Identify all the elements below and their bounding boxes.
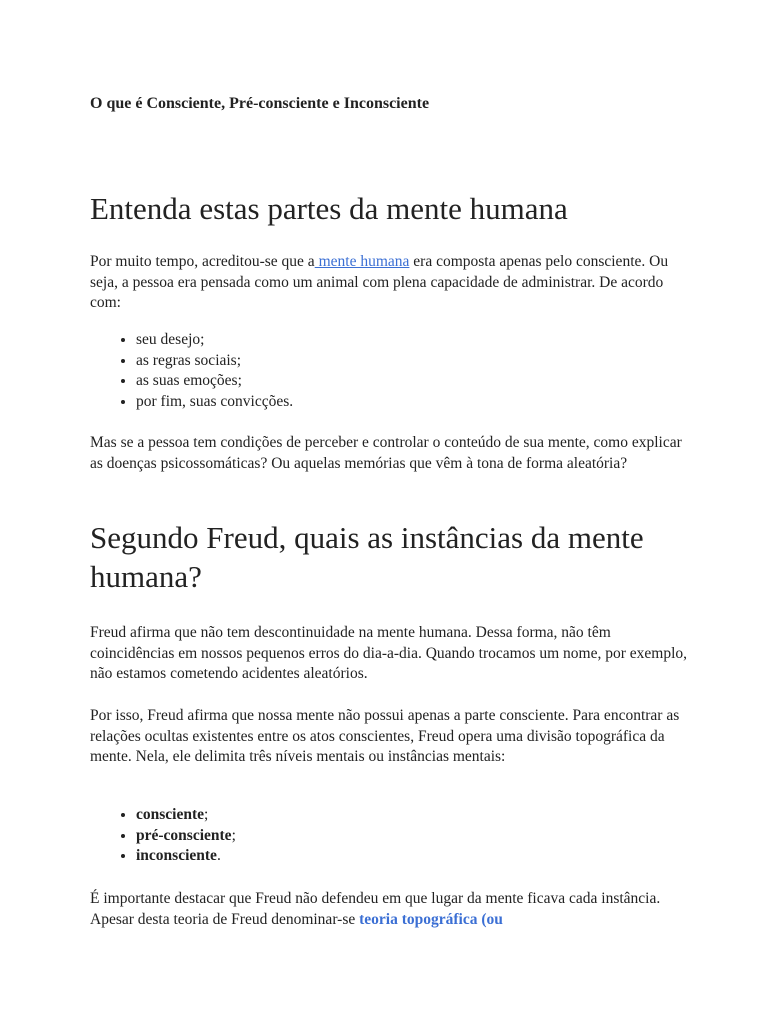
instance-punct: ; <box>231 826 236 844</box>
section-heading-parts: Entenda estas partes da mente humana <box>90 191 568 226</box>
instance-name: pré-consciente <box>136 826 232 844</box>
list-item <box>136 846 736 867</box>
list-item: • por fim, suas convicções. <box>136 392 736 413</box>
list-item: • as suas emoções; <box>136 371 736 392</box>
paragraph-intro-start: Por muito tempo, acreditou-se que a <box>90 253 315 270</box>
section-heading-freud: Segundo Freud, quais as instâncias da mente humana? <box>90 520 644 594</box>
bullet-list-criteria <box>90 330 736 412</box>
paragraph-topographic-start: É importante destacar que Freud não defendeu em que lugar da mente ficava cada instância. Apesar desta teoria de Freud denominar-se <box>90 890 661 928</box>
paragraph-intro-end: era composta apenas pelo consciente. Ou seja, a pessoa era pensada como um animal com plena capacidade de administrar. De acordo com: <box>90 253 669 311</box>
paragraph-freud-topography: Por isso, Freud afirma que nossa mente não possui apenas a parte consciente. Para encontrar as relações ocultas existentes entre os atos conscientes, Freud opera uma divisão topográfica da mente. Nela, ele delimita três níveis mentais ou instâncias mentais: <box>90 707 680 765</box>
teoria-topografica-link[interactable]: teoria topográfica (ou <box>359 910 503 928</box>
document-title: O que é Consciente, Pré-consciente e Inconsciente <box>90 95 430 112</box>
list-item <box>136 826 736 847</box>
paragraph-question: Mas se a pessoa tem condições de perceber e controlar o conteúdo de sua mente, como explicar as doenças psicossomáticas? Ou aquelas memórias que vêm à tona de forma aleatória? <box>90 434 682 472</box>
list-item <box>136 805 736 826</box>
instance-punct: ; <box>204 806 209 823</box>
bullet-list-instances <box>90 805 736 867</box>
instance-punct: . <box>216 847 221 864</box>
instance-name: inconsciente <box>136 847 217 864</box>
paragraph-topographic-theory <box>90 889 690 930</box>
mente-humana-link[interactable]: mente humana <box>314 253 410 270</box>
instance-name: consciente <box>136 806 205 823</box>
list-item: • seu desejo; <box>136 330 736 351</box>
paragraph-intro <box>90 252 690 314</box>
list-item: • as regras sociais; <box>136 351 736 372</box>
paragraph-freud-continuity: Freud afirma que não tem descontinuidade na mente humana. Dessa forma, não têm coincidências em nossos pequenos erros do dia-a-dia. Quando trocamos um nome, por exemplo, não estamos cometendo acidentes aleatórios. <box>90 624 688 682</box>
